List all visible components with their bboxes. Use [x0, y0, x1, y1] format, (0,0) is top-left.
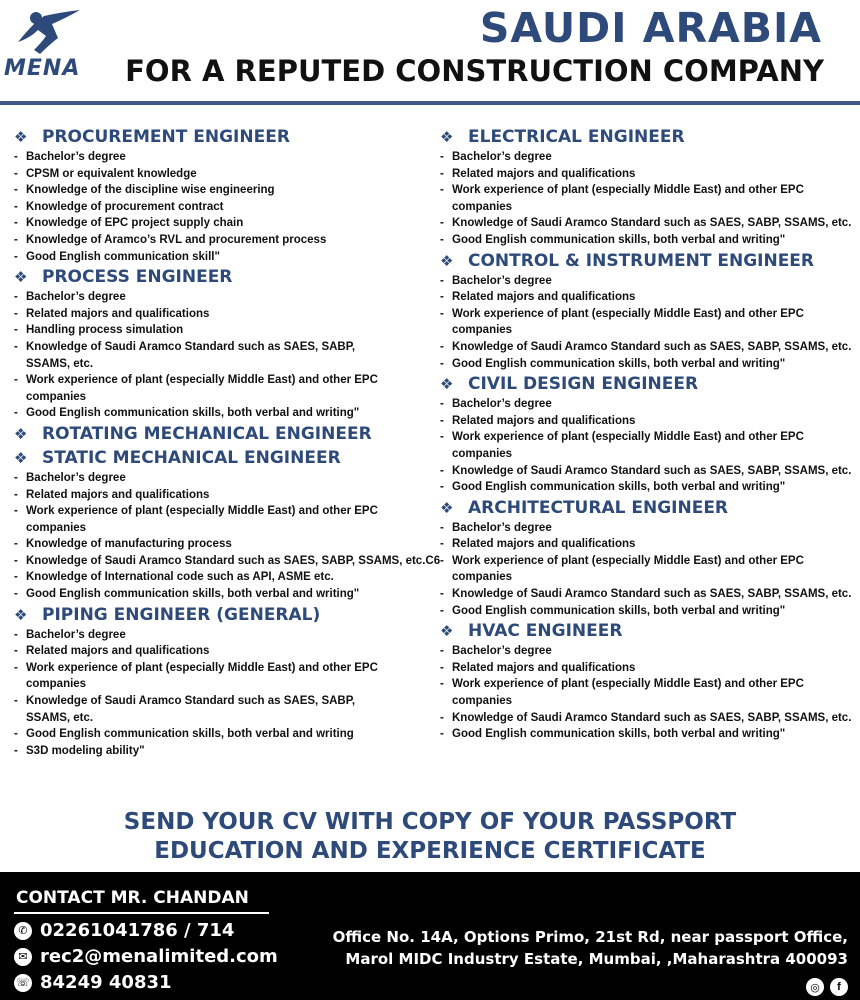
job-section-rotating-mechanical-engineer: [14, 422, 434, 446]
requirement-item: SSAMS, etc.: [26, 357, 94, 370]
requirement-item: - Knowledge of Saudi Aramco Standard such as SAES, SABP, SSAMS, etc.: [440, 463, 852, 480]
send-cv-notice: [0, 808, 860, 866]
requirement-item: - Related majors and qualifications: [14, 306, 434, 323]
requirement-item: - Bachelor’s degree: [440, 520, 852, 537]
requirement-item: - Knowledge of Saudi Aramco Standard such as SAES, SABP,: [14, 693, 434, 710]
office-address: [333, 926, 848, 970]
requirement-item: - Bachelor’s degree: [14, 149, 434, 166]
instagram-icon[interactable]: ◎: [806, 978, 824, 996]
requirement-item: companies: [26, 390, 87, 403]
diamond-bullet-icon: ❖: [14, 128, 28, 146]
requirement-item: - Knowledge of Saudi Aramco Standard such as SAES, SABP, SSAMS, etc.C6: [14, 553, 434, 570]
job-title-text: ROTATING MECHANICAL ENGINEER: [42, 423, 372, 444]
requirements-list: [14, 470, 441, 603]
requirements-list: [440, 643, 852, 743]
requirement-item: - Good English communication skills, both verbal and writing": [440, 603, 852, 620]
job-title: [14, 603, 434, 627]
contact-underline: [14, 912, 269, 914]
job-title-text: PROCESS ENGINEER: [42, 267, 233, 288]
header-divider: [0, 101, 860, 105]
company-subtitle: FOR A REPUTED CONSTRUCTION COMPANY: [125, 54, 824, 88]
mail-icon: ✉: [14, 948, 32, 966]
requirement-item: - Bachelor’s degree: [440, 273, 852, 290]
requirement-item: - Bachelor’s degree: [14, 627, 434, 644]
requirement-item: - Related majors and qualifications: [14, 643, 434, 660]
job-section-electrical-engineer: [440, 125, 852, 249]
running-figure-icon: [14, 8, 84, 60]
job-title: [14, 422, 434, 446]
requirement-item: - Work experience of plant (especially Middle East) and other EPC: [440, 676, 852, 693]
requirement-item: - Knowledge of Saudi Aramco Standard such as SAES, SABP, SSAMS, etc.: [440, 710, 852, 727]
requirements-list: [14, 289, 434, 422]
requirement-item: - Good English communication skills, both verbal and writing": [440, 232, 852, 249]
requirement-item: - Related majors and qualifications: [440, 660, 852, 677]
requirement-item: - Good English communication skills, both verbal and writing": [14, 586, 434, 603]
header: [0, 0, 860, 100]
mena-logo: [4, 8, 104, 80]
job-title: [440, 372, 852, 396]
job-title: [440, 249, 852, 273]
requirements-list: [440, 520, 852, 620]
whatsapp-row: [14, 972, 172, 993]
phone-row: [14, 920, 234, 941]
job-section-control-instrument-engineer: [440, 249, 852, 373]
job-section-static-mechanical-engineer: [14, 446, 441, 603]
email-address[interactable]: rec2@menalimited.com: [40, 946, 278, 967]
requirement-item: - Work experience of plant (especially Middle East) and other EPC: [440, 429, 852, 446]
requirement-item: - Work experience of plant (especially Middle East) and other EPC: [14, 503, 434, 520]
requirement-item: - Good English communication skills, both verbal and writing": [440, 356, 852, 373]
job-section-civil-design-engineer: [440, 372, 852, 496]
email-row: [14, 946, 278, 967]
requirement-item: - Bachelor’s degree: [14, 470, 434, 487]
requirement-item: - Knowledge of International code such as API, ASME etc.: [14, 569, 434, 586]
job-title-text: PIPING ENGINEER (GENERAL): [42, 604, 321, 625]
job-title-text: CIVIL DESIGN ENGINEER: [468, 374, 699, 395]
requirement-item: companies: [452, 695, 513, 708]
left-job-column: [14, 125, 441, 759]
requirements-list: [14, 627, 434, 760]
requirement-item: - Bachelor’s degree: [14, 289, 434, 306]
requirement-item: - Knowledge of Saudi Aramco Standard such as SAES, SABP, SSAMS, etc.: [440, 339, 852, 356]
job-title: [14, 265, 434, 289]
whatsapp-number[interactable]: 84249 40831: [40, 972, 172, 993]
address-line-2: Marol MIDC Industry Estate, Mumbai, ,Maharashtra 400093: [345, 950, 848, 968]
job-title-text: PROCUREMENT ENGINEER: [42, 127, 290, 147]
requirement-item: - Work experience of plant (especially Middle East) and other EPC: [440, 306, 852, 323]
job-title: [440, 125, 852, 149]
job-section-hvac-engineer: [440, 619, 852, 743]
requirement-item: companies: [452, 324, 513, 337]
job-section-procurement-engineer: [14, 125, 434, 265]
job-title: [14, 125, 434, 149]
job-title-text: ARCHITECTURAL ENGINEER: [468, 497, 729, 518]
requirement-item: - Bachelor’s degree: [440, 643, 852, 660]
requirement-item: - Knowledge of Saudi Aramco Standard such as SAES, SABP, SSAMS, etc.: [440, 215, 852, 232]
job-section-piping-engineer-general: [14, 603, 434, 760]
requirement-item: companies: [452, 447, 513, 460]
requirement-item: - Knowledge of procurement contract: [14, 199, 434, 216]
job-title-text: HVAC ENGINEER: [468, 621, 623, 642]
requirement-item: - Related majors and qualifications: [440, 289, 852, 306]
diamond-bullet-icon: ❖: [440, 128, 454, 146]
requirement-item: - Related majors and qualifications: [440, 536, 852, 553]
requirement-item: - Work experience of plant (especially Middle East) and other EPC: [440, 182, 852, 199]
job-title-text: CONTROL & INSTRUMENT ENGINEER: [468, 250, 815, 271]
requirement-item: companies: [452, 200, 513, 213]
requirement-item: - Good English communication skills, both verbal and writing": [14, 405, 434, 422]
diamond-bullet-icon: ❖: [440, 498, 454, 517]
address-line-1: Office No. 14A, Options Primo, 21st Rd, near passport Office,: [332, 928, 848, 946]
requirement-item: - Work experience of plant (especially Middle East) and other EPC: [440, 553, 852, 570]
requirement-item: companies: [26, 678, 87, 691]
requirement-item: - Knowledge of Aramco’s RVL and procurement process: [14, 232, 434, 249]
job-title: [440, 619, 852, 643]
requirement-item: - Bachelor’s degree: [440, 149, 852, 166]
requirement-item: - Good English communication skills, both verbal and writing": [440, 479, 852, 496]
diamond-bullet-icon: ❖: [440, 251, 454, 270]
requirement-item: companies: [452, 571, 513, 584]
requirement-item: - Knowledge of manufacturing process: [14, 536, 434, 553]
job-section-process-engineer: [14, 265, 434, 422]
requirements-list: [14, 149, 434, 265]
contact-footer: [0, 872, 860, 1000]
requirement-item: - Knowledge of the discipline wise engineering: [14, 182, 434, 199]
contact-title: CONTACT MR. CHANDAN: [16, 888, 249, 908]
send-cv-line-1: SEND YOUR CV WITH COPY OF YOUR PASSPORT: [123, 809, 737, 835]
requirement-item: companies: [26, 521, 87, 534]
diamond-bullet-icon: ❖: [14, 605, 28, 624]
job-title-text: ELECTRICAL ENGINEER: [468, 127, 685, 147]
job-section-architectural-engineer: [440, 496, 852, 620]
requirement-item: - Related majors and qualifications: [440, 413, 852, 430]
requirement-item: - Handling process simulation: [14, 322, 434, 339]
job-title: [14, 446, 434, 470]
requirement-item: - Good English communication skills, both verbal and writing": [440, 726, 852, 743]
requirement-item: - Knowledge of EPC project supply chain: [14, 215, 434, 232]
requirement-item: - Knowledge of Saudi Aramco Standard such as SAES, SABP, SSAMS, etc.: [440, 586, 852, 603]
requirement-item: - CPSM or equivalent knowledge: [14, 166, 434, 183]
right-job-column: [440, 125, 852, 743]
requirement-item: - Work experience of plant (especially Middle East) and other EPC: [14, 372, 434, 389]
requirements-list: [440, 273, 852, 373]
whatsapp-icon: ☏: [14, 974, 32, 992]
country-title: SAUDI ARABIA: [479, 4, 822, 52]
job-title-text: STATIC MECHANICAL ENGINEER: [42, 447, 341, 468]
requirement-item: - Good English communication skill": [14, 249, 434, 266]
requirement-item: - Work experience of plant (especially Middle East) and other EPC: [14, 660, 434, 677]
requirement-item: - Related majors and qualifications: [14, 487, 434, 504]
logo-text: MENA: [4, 56, 81, 81]
phone-number[interactable]: 02261041786 / 714: [40, 920, 235, 941]
diamond-bullet-icon: ❖: [14, 448, 28, 467]
diamond-bullet-icon: ❖: [440, 375, 454, 394]
phone-icon: ✆: [14, 922, 32, 940]
requirement-item: - S3D modeling ability": [14, 743, 434, 760]
requirement-item: - Knowledge of Saudi Aramco Standard such as SAES, SABP,: [14, 339, 434, 356]
facebook-icon[interactable]: f: [830, 978, 848, 996]
social-links: [806, 978, 848, 996]
diamond-bullet-icon: ❖: [14, 424, 28, 443]
job-title: [440, 496, 852, 520]
requirements-list: [440, 396, 852, 496]
requirements-list: [440, 149, 852, 249]
send-cv-line-2: EDUCATION AND EXPERIENCE CERTIFICATE: [154, 838, 706, 864]
requirement-item: - Related majors and qualifications: [440, 166, 852, 183]
diamond-bullet-icon: ❖: [14, 268, 28, 287]
requirement-item: - Good English communication skills, both verbal and writing: [14, 726, 434, 743]
requirement-item: - Bachelor’s degree: [440, 396, 852, 413]
requirement-item: SSAMS, etc.: [26, 711, 94, 724]
diamond-bullet-icon: ❖: [440, 622, 454, 641]
